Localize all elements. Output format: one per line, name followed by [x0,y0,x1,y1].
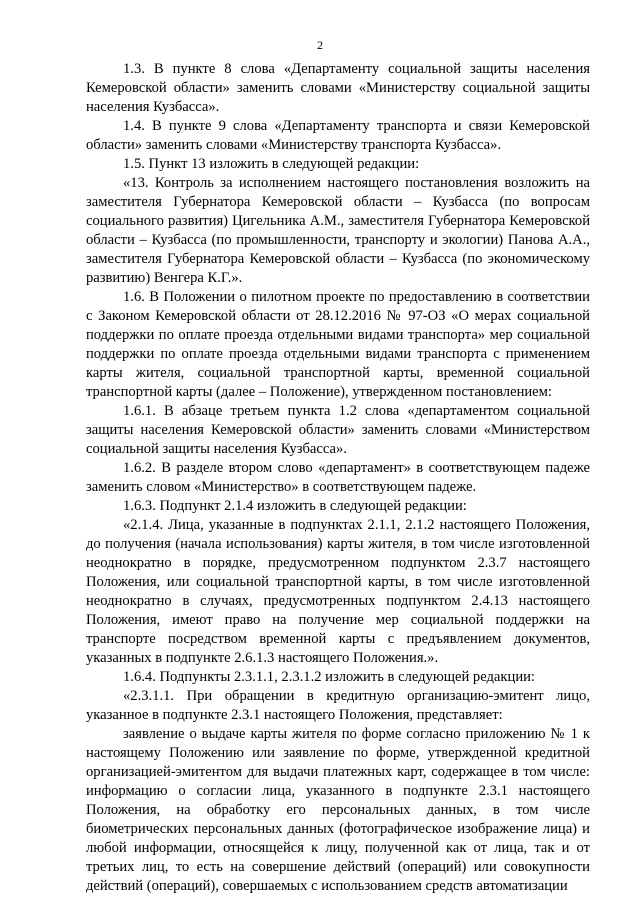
paragraph-1-6-3: 1.6.3. Подпункт 2.1.4 изложить в следующей редакции: [123,498,467,514]
paragraph-1-4: 1.4. В пункте 9 слова «Департаменту транспорта и связи Кемеровской области» заменить словами «Министерству транспорта Кузбасса». [86,118,590,153]
paragraph-2-1-4-quote: «2.1.4. Лица, указанные в подпунктах 2.1.1, 2.1.2 настоящего Положения, до получения (начала использования) карты жителя, в том числе изготовленной неоднократно в порядке, предусмотренном подпунктом 2.3.7 настоящего Положения, или социальной транспортной карты, в том числе изготовленной неоднократно в случаях, предусмотренных подпунктом 2.4.13 настоящего Положения, имеют право на получение мер социальной поддержки на транспорте посредством временной карты с предъявлением документов, указанных в подпункте 2.6.1.3 настоящего Положения.». [86,517,590,666]
paragraph-1-5: 1.5. Пункт 13 изложить в следующей редакции: [123,156,420,172]
paragraph-1-6-2: 1.6.2. В разделе втором слово «департамент» в соответствующем падеже заменить словом «Министерство» в соответствующем падеже. [86,460,590,495]
document-body [86,60,590,896]
page-number: 2 [317,38,323,52]
paragraph-1-6-4: 1.6.4. Подпункты 2.3.1.1, 2.3.1.2 изложить в следующей редакции: [123,669,535,685]
paragraph-13-quote: «13. Контроль за исполнением настоящего постановления возложить на заместителя Губернатора Кемеровской области – Кузбасса (по вопросам социального развития) Цигельника А.М., заместителя Губернатора Кемеровской области – Кузбасса (по промышленности, транспорту и экологии) Панова А.А., заместителя Губернатора Кемеровской области – Кузбасса (по экономическому развитию) Венгера К.Г.». [86,175,590,286]
paragraph-1-3: 1.3. В пункте 8 слова «Департаменту социальной защиты населения Кемеровской области» заменить словами «Министерству социальной защиты населения Кузбасса». [86,61,590,115]
paragraph-2-3-1-1-quote: «2.3.1.1. При обращении в кредитную организацию-эмитент лицо, указанное в подпункте 2.3.1 настоящего Положения, представляет: [86,688,590,723]
paragraph-1-6-1: 1.6.1. В абзаце третьем пункта 1.2 слова «департаментом социальной защиты населения Кемеровской области» заменить словами «Министерством социальной защиты населения Кузбасса». [86,403,590,457]
paragraph-application: заявление о выдаче карты жителя по форме согласно приложению № 1 к настоящему Положению или заявление по форме, утвержденной кредитной организацией-эмитентом для выдачи платежных карт, содержащее в том числе: информацию о согласии лица, указанного в подпункте 2.3.1 настоящего Положения, на обработку его персональных данных, в том числе биометрических персональных данных (фотографическое изображение лица) и любой информации, относящейся к лицу, полученной как от лица, так и от третьих лиц, то есть на совершение действий (операций) или совокупности действий (операций), совершаемых с использованием средств автоматизации [86,726,590,894]
paragraph-1-6: 1.6. В Положении о пилотном проекте по предоставлению в соответствии с Законом Кемеровской области от 28.12.2016 № 97-ОЗ «О мерах социальной поддержки по оплате проезда отдельными видами транспорта» мер социальной поддержки по оплате проезда отдельными видами транспорта с применением карты жителя, социальной транспортной карты, временной социальной транспортной карты (далее – Положение), утвержденном постановлением: [86,289,590,400]
